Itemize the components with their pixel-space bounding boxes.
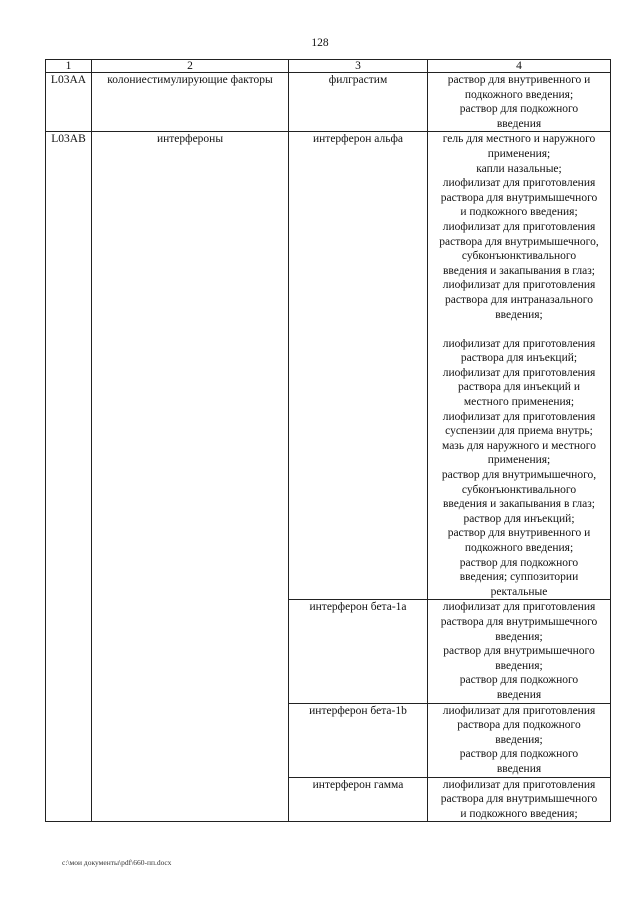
dosage-form-line: местного применения;	[463, 396, 575, 409]
dosage-form-line: раствор для подкожного	[459, 674, 579, 687]
dosage-form-line: раствора для интраназального	[445, 293, 593, 306]
dosage-forms-cell	[428, 132, 611, 600]
pharmacological-group-cell: колониестимулирующие факторы	[92, 73, 289, 132]
dosage-form-line: лиофилизат для приготовления	[442, 177, 596, 190]
drug-name-cell: интерферон альфа	[289, 132, 428, 600]
dosage-form-line: мазь для наружного и местного	[442, 439, 596, 452]
dosage-form-line: введения и закапывания в глаз;	[443, 498, 595, 511]
dosage-form-line: раствор для подкожного	[459, 103, 579, 116]
dosage-form-line: введения;	[495, 659, 543, 672]
dosage-form-line: раствора для внутримышечного	[440, 615, 598, 628]
dosage-form-line: суспензии для приема внутрь;	[445, 425, 593, 438]
column-number-cell: 3	[289, 60, 428, 73]
dosage-form-line: применения;	[487, 454, 551, 467]
atc-code-cell: L03AA	[46, 73, 92, 132]
dosage-form-line: лиофилизат для приготовления	[442, 778, 596, 791]
dosage-form-line: ректальные	[490, 585, 548, 598]
pharmacological-group-cell: интерфероны	[92, 132, 289, 822]
dosage-form-line: раствора для подкожного	[457, 719, 581, 732]
dosage-form-line: введения	[496, 762, 542, 775]
dosage-form-line: лиофилизат для приготовления	[442, 366, 596, 379]
dosage-form-line: субконъюнктивального	[461, 483, 577, 496]
dosage-form-line: лиофилизат для приготовления	[442, 220, 596, 233]
dosage-form-line: раствора для внутримышечного,	[439, 235, 599, 248]
dosage-form-line: гель для местного и наружного	[442, 133, 596, 146]
dosage-form-line: лиофилизат для приготовления	[442, 704, 596, 717]
dosage-form-line: введения и закапывания в глаз;	[443, 264, 595, 277]
footer-file-path: c:\мои документы\pdf\660-пп.docx	[62, 858, 172, 867]
table-row	[46, 132, 611, 600]
atc-code-cell: L03AB	[46, 132, 92, 822]
dosage-form-line: введения; суппозитории	[459, 571, 579, 584]
dosage-form-line: введения;	[495, 630, 543, 643]
drug-name-cell: интерферон бета-1a	[289, 600, 428, 703]
dosage-form-line: раствора для внутримышечного	[440, 793, 598, 806]
dosage-form-line: раствор для внутривенного и	[447, 527, 591, 540]
drug-table	[45, 59, 611, 822]
dosage-form-line: лиофилизат для приготовления	[442, 410, 596, 423]
dosage-form-line: лиофилизат для приготовления	[442, 279, 596, 292]
dosage-form-line	[429, 322, 609, 337]
table-row	[46, 73, 611, 132]
column-number-row	[46, 60, 611, 73]
drug-name-cell: интерферон бета-1b	[289, 703, 428, 777]
dosage-form-line: лиофилизат для приготовления	[442, 337, 596, 350]
column-number-cell: 4	[428, 60, 611, 73]
dosage-form-line: раствор для внутримышечного	[443, 645, 595, 658]
dosage-form-line: раствора для инъекций и	[457, 381, 580, 394]
dosage-form-line: раствор для внутримышечного,	[441, 469, 597, 482]
dosage-form-line: подкожного введения;	[464, 542, 574, 554]
dosage-form-line: раствора для инъекций;	[460, 352, 578, 365]
page-number: 128	[311, 37, 329, 49]
drug-name-cell: интерферон гамма	[289, 777, 428, 822]
dosage-form-line: раствор для подкожного	[459, 556, 579, 569]
dosage-form-line: лиофилизат для приготовления	[442, 601, 596, 614]
dosage-form-line: раствора для внутримышечного	[440, 191, 598, 204]
column-number-cell: 1	[46, 60, 92, 73]
dosage-form-line: введения	[496, 688, 542, 701]
dosage-forms-cell	[428, 73, 611, 132]
dosage-form-line: раствор для подкожного	[459, 748, 579, 761]
dosage-form-line: введения;	[495, 308, 543, 321]
dosage-form-line: введения;	[495, 733, 543, 746]
column-number-cell: 2	[92, 60, 289, 73]
dosage-form-line: субконъюнктивального	[461, 250, 577, 263]
dosage-form-line: и подкожного введения;	[460, 807, 578, 820]
dosage-forms-cell	[428, 600, 611, 703]
dosage-form-line: и подкожного введения;	[460, 206, 578, 219]
dosage-forms-cell	[428, 703, 611, 777]
dosage-form-line: применения;	[487, 147, 551, 160]
dosage-form-line: подкожного введения;	[464, 88, 574, 101]
dosage-form-line: раствор для инъекций;	[463, 512, 575, 525]
drug-name-cell: филграстим	[289, 73, 428, 132]
dosage-form-line: раствор для внутривенного и	[447, 74, 591, 86]
dosage-forms-cell	[428, 777, 611, 822]
dosage-form-line: капли назальные;	[476, 162, 562, 175]
dosage-form-line: введения	[496, 117, 542, 130]
